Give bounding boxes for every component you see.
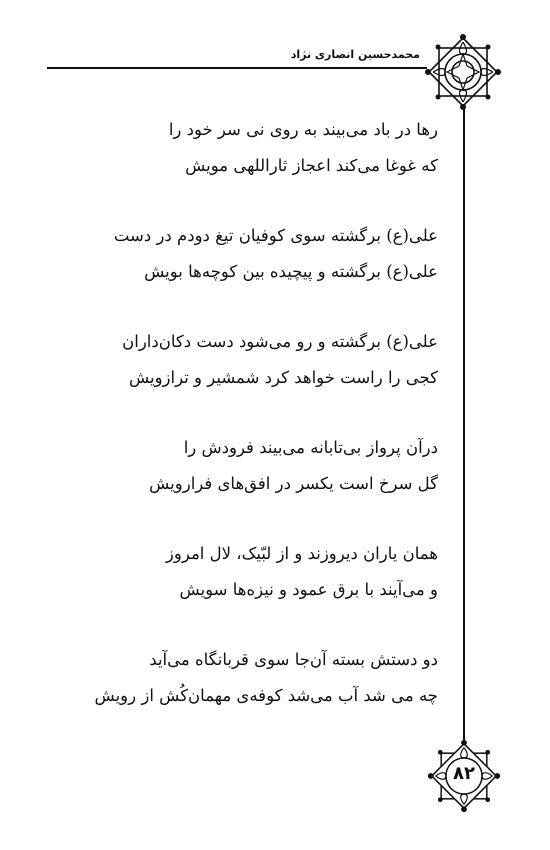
stanza: [78, 324, 438, 396]
stanza: [78, 430, 438, 502]
verse-line: علی(ع) برگشته و پیچیده بین کوچه‌ها بویش: [144, 262, 438, 281]
side-rule: [463, 105, 465, 745]
page-number: ۸۲: [453, 763, 475, 784]
verse-line: دو دستش بسته آن‌جا سوی قربانگاه می‌آید: [149, 650, 438, 669]
poem: [78, 112, 438, 714]
author-name: محمدحسین انصاری نژاد: [290, 48, 420, 61]
stanza: [78, 642, 438, 714]
verse-line: گل سرخ است یکسر در افق‌های فرارویش: [149, 474, 438, 493]
verse-line: کجی را راست خواهد کرد شمشیر و ترازویش: [128, 368, 438, 387]
ornament-top-icon: [423, 32, 503, 112]
stanza: [78, 218, 438, 290]
header-rule: [47, 67, 427, 69]
verse-line: و می‌آیند با برق عمود و نیزه‌ها سویش: [179, 580, 438, 599]
verse-line: همان یاران دیروزند و از لبّیک، لال امروز: [165, 544, 438, 563]
verse-line: درآن پرواز بی‌تابانه می‌بیند فرودش را: [183, 438, 438, 457]
verse-line: رها در باد می‌بیند به روی نی سر خود را: [168, 120, 438, 139]
verse-line: علی(ع) برگشته و رو می‌شود دست دکان‌داران: [122, 332, 438, 351]
verse-line: که غوغا می‌کند اعجاز ثاراللهی مویش: [185, 156, 438, 175]
stanza: [78, 536, 438, 608]
verse-line: چه می شد آب می‌شد کوفه‌ی مهمان‌کُش از رویش: [94, 686, 438, 705]
verse-line: علی(ع) برگشته سوی کوفیان تیغ دودم در دست: [113, 226, 438, 245]
stanza: [78, 112, 438, 184]
